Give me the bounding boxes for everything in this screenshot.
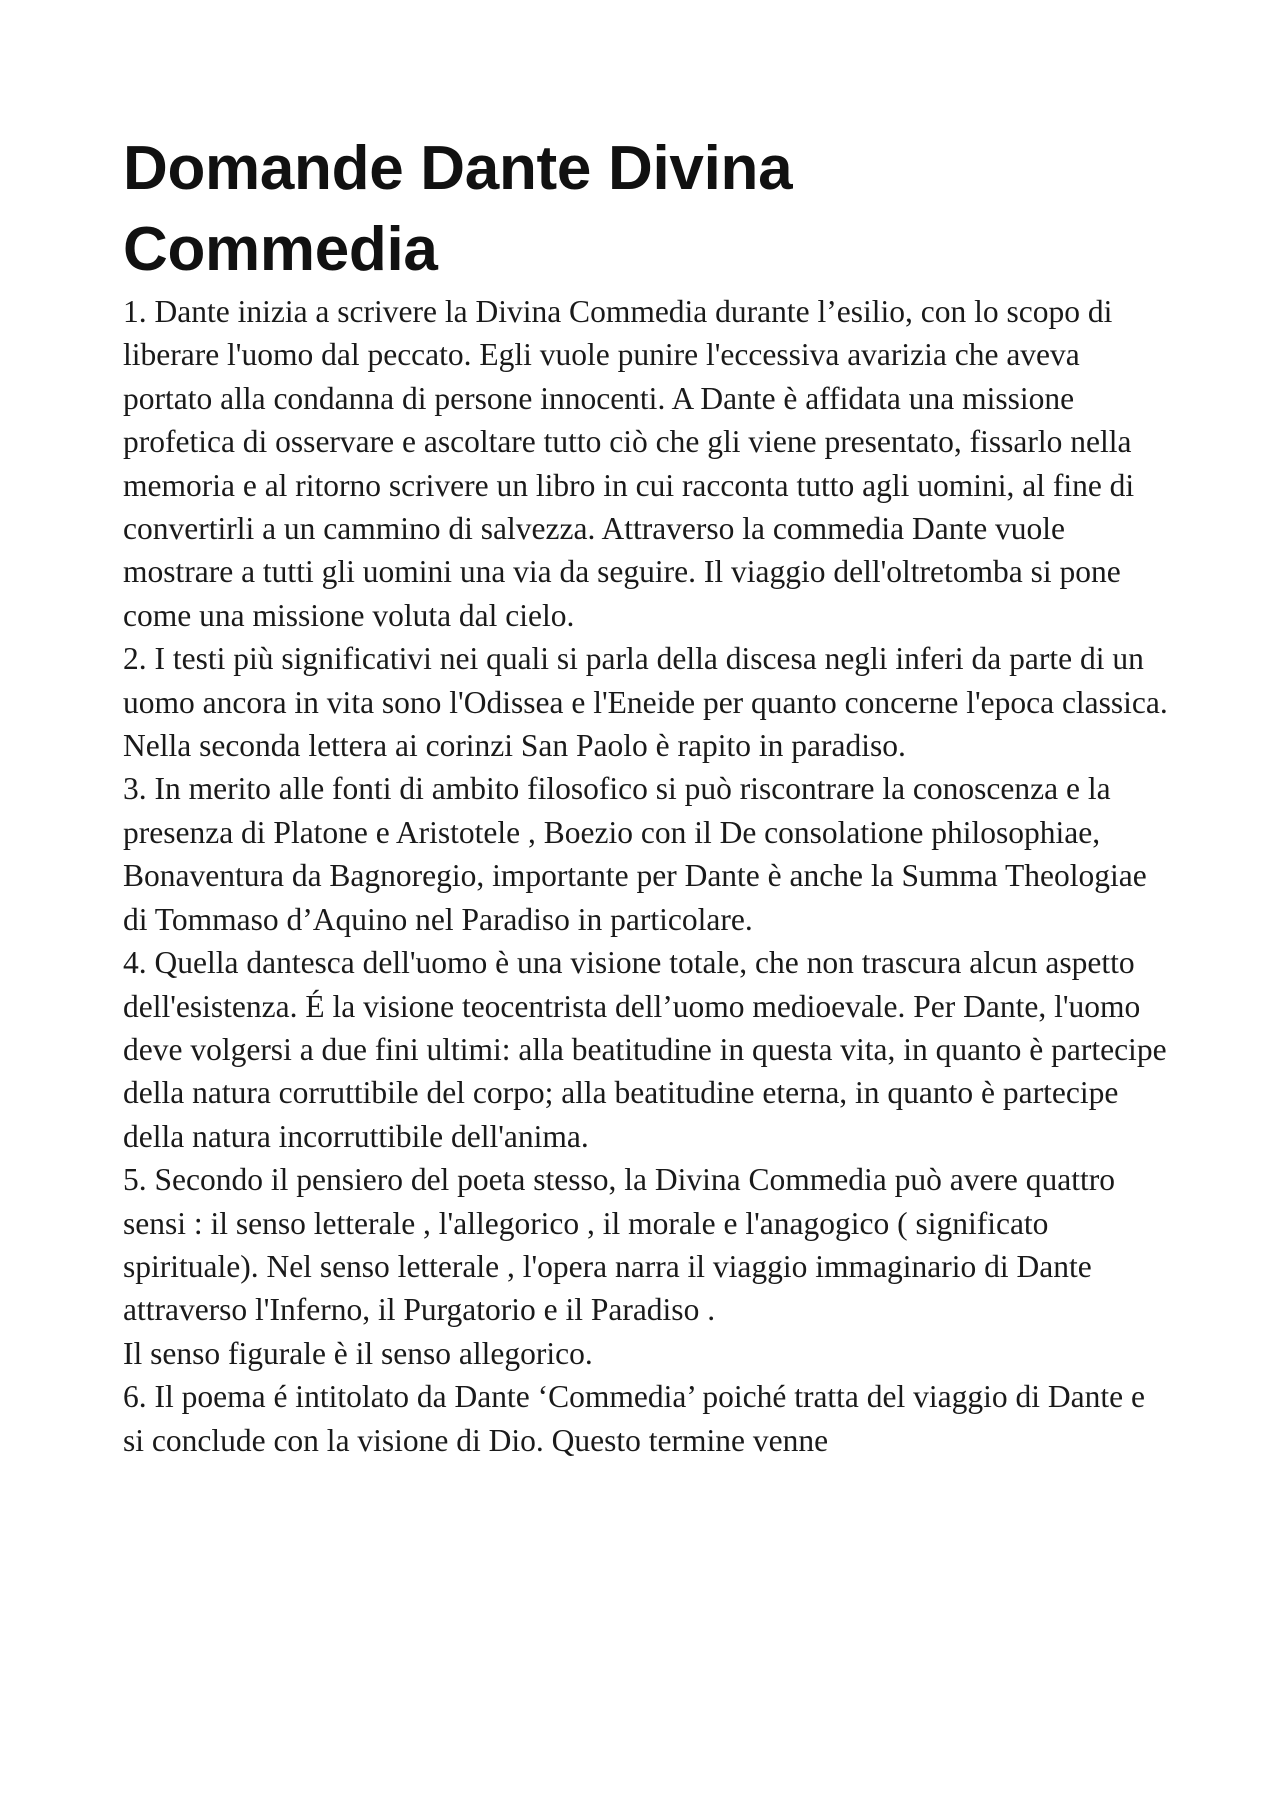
- paragraph-3: 3. In merito alle fonti di ambito filosofico si può riscontrare la conoscenza e la presenza di Platone e Aristotele , Boezio con il De consolatione philosophiae, Bonaventura da Bagnoregio, importante per Dante è anche la Summa Theologiae di Tommaso d’Aquino nel Paradiso in particolare.: [123, 771, 1147, 937]
- page-title: [123, 128, 1173, 290]
- paragraph-1: 1. Dante inizia a scrivere la Divina Commedia durante l’esilio, con lo scopo di liberare l'uomo dal peccato. Egli vuole punire l'eccessiva avarizia che aveva portato alla condanna di persone innocenti. A Dante è affidata una missione profetica di osservare e ascoltare tutto ciò che gli viene presentato, fissarlo nella memoria e al ritorno scrivere un libro in cui racconta tutto agli uomini, al fine di convertirli a un cammino di salvezza. Attraverso la commedia Dante vuole mostrare a tutti gli uomini una via da seguire. Il viaggio dell'oltretomba si pone come una missione voluta dal cielo.: [123, 294, 1135, 633]
- paragraph-5: 5. Secondo il pensiero del poeta stesso, la Divina Commedia può avere quattro sensi : il senso letterale , l'allegorico , il morale e l'anagogico ( significato spirituale). Nel senso letterale , l'opera narra il viaggio immaginario di Dante attraverso l'Inferno, il Purgatorio e il Paradiso .: [123, 1162, 1116, 1328]
- paragraph-2: 2. I testi più significativi nei quali si parla della discesa negli inferi da parte di un uomo ancora in vita sono l'Odissea e l'Eneide per quanto concerne l'epoca classica. Nella seconda lettera ai corinzi San Paolo è rapito in paradiso.: [123, 641, 1168, 764]
- paragraph-5-continued: Il senso figurale è il senso allegorico.: [123, 1335, 593, 1371]
- document-body: [123, 290, 1173, 1462]
- paragraph-6: 6. Il poema é intitolato da Dante ‘Commedia’ poiché tratta del viaggio di Dante e si conclude con la visione di Dio. Questo termine venne: [123, 1379, 1145, 1458]
- title-line-1: Domande Dante Divina: [123, 134, 793, 203]
- paragraph-4: 4. Quella dantesca dell'uomo è una visione totale, che non trascura alcun aspetto dell'esistenza. É la visione teocentrista dell’uomo medioevale. Per Dante, l'uomo deve volgersi a due fini ultimi: alla beatitudine in questa vita, in quanto è partecipe della natura corruttibile del corpo; alla beatitudine eterna, in quanto è partecipe della natura incorruttibile dell'anima.: [123, 945, 1167, 1154]
- title-line-2: Commedia: [123, 215, 438, 284]
- document-page: [123, 128, 1173, 1462]
